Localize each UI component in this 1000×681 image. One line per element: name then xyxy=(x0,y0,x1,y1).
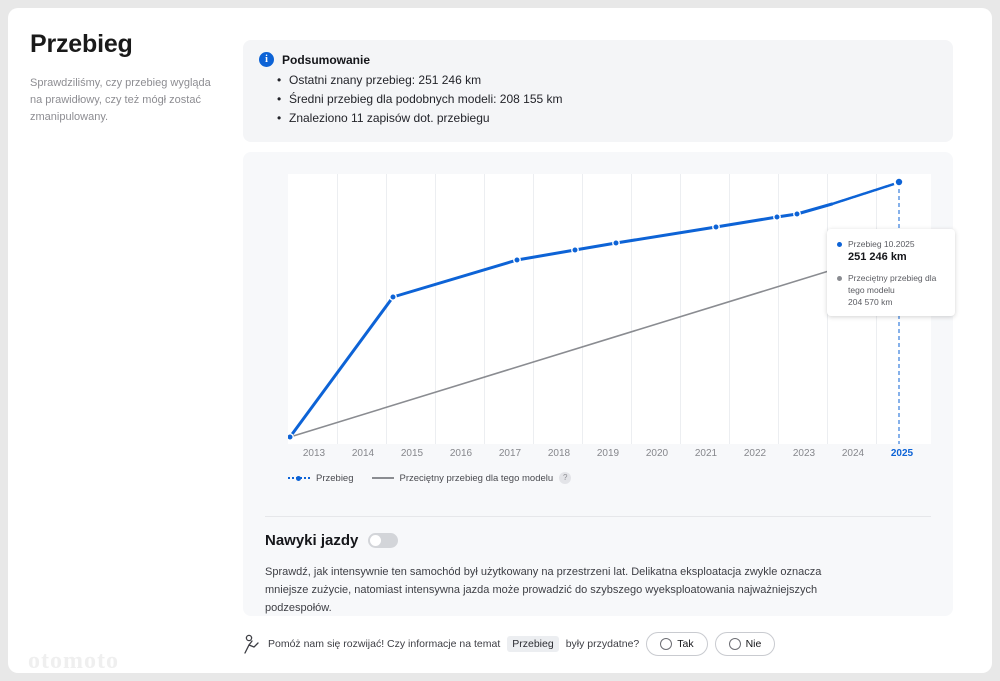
legend-line-blue-icon xyxy=(288,477,310,479)
tooltip-label: Przebieg 10.2025 xyxy=(848,239,915,249)
driving-habits-header xyxy=(265,532,931,549)
feedback-no-label: Nie xyxy=(745,638,762,650)
x-tick: 2024 xyxy=(841,448,865,459)
left-column xyxy=(30,30,220,126)
frown-icon xyxy=(729,638,741,650)
data-point xyxy=(390,294,396,300)
summary-list xyxy=(259,71,937,128)
page-subtitle: Sprawdziliśmy, czy przebieg wygląda na prawidłowy, czy też mógł zostać zmanipulowany. xyxy=(30,77,211,123)
list-item: • Średni przebieg dla podobnych modeli: 208 155 km xyxy=(289,90,937,109)
page-title: Przebieg xyxy=(30,30,133,58)
driving-habits-description: Sprawdź, jak intensywnie ten samochód był użytkowany na przestrzeni lat. Delikatna eksploatacja zwykle oznacza mniejsze zużycie, natomiast intensywna jazda może prowadzić do szybszego wyeksploatowania najważniejszych podzespołów. xyxy=(265,566,822,614)
x-tick: 2017 xyxy=(498,448,522,459)
chart-area xyxy=(265,174,937,614)
driving-habits-title: Nawyki jazdy xyxy=(265,532,359,549)
legend-label: Przebieg xyxy=(316,472,354,484)
feedback-no-button[interactable] xyxy=(715,632,776,656)
series-mileage-projection xyxy=(832,184,894,204)
content-page xyxy=(8,8,992,673)
x-tick: 2018 xyxy=(547,448,571,459)
series-mileage-line xyxy=(290,204,832,437)
watermark: otomoto xyxy=(28,648,119,673)
feedback-topic-chip: Przebieg xyxy=(507,636,558,652)
data-point xyxy=(774,214,780,220)
chart-x-axis xyxy=(288,444,931,464)
x-tick: 2022 xyxy=(743,448,767,459)
legend-dot-grey-icon xyxy=(837,276,842,281)
help-icon[interactable]: ? xyxy=(559,472,571,484)
feedback-yes-label: Tak xyxy=(677,638,694,650)
data-point xyxy=(794,211,800,217)
tooltip-series-mileage xyxy=(837,238,945,263)
section-divider xyxy=(265,516,931,517)
feedback-text-part2: były przydatne? xyxy=(565,638,640,650)
data-point-current xyxy=(895,178,903,186)
data-point xyxy=(514,257,520,263)
data-point xyxy=(572,247,578,253)
mileage-chart-card xyxy=(243,152,953,616)
x-tick: 2016 xyxy=(449,448,473,459)
list-item: • Znaleziono 11 zapisów dot. przebiegu xyxy=(289,109,937,128)
x-tick: 2021 xyxy=(694,448,718,459)
feedback-yes-button[interactable] xyxy=(646,632,707,656)
summary-header xyxy=(259,52,937,67)
chart-legend xyxy=(288,472,571,484)
driving-habits-toggle[interactable] xyxy=(368,533,398,548)
feedback-text-part1: Pomóż nam się rozwijać! Czy informacje na temat xyxy=(268,638,501,650)
data-point xyxy=(713,224,719,230)
series-average-line xyxy=(290,266,845,437)
legend-label: Przeciętny przebieg dla tego modelu xyxy=(399,472,554,484)
summary-panel xyxy=(243,40,953,142)
data-point xyxy=(613,240,619,246)
summary-title: Podsumowanie xyxy=(282,52,371,67)
tooltip-value: 204 570 km xyxy=(848,297,893,307)
tooltip-label: Przeciętny przebieg dla tego modelu xyxy=(848,273,937,295)
legend-item-average[interactable] xyxy=(372,472,572,484)
legend-item-mileage[interactable] xyxy=(288,473,354,484)
person-feedback-icon xyxy=(243,634,261,654)
x-tick: 2015 xyxy=(400,448,424,459)
legend-dot-blue-icon xyxy=(837,242,842,247)
tooltip-series-average xyxy=(837,272,945,307)
list-item: • Ostatni znany przebieg: 251 246 km xyxy=(289,71,937,90)
data-point xyxy=(288,434,293,440)
info-icon: i xyxy=(259,52,274,67)
x-tick: 2020 xyxy=(645,448,669,459)
chart-tooltip xyxy=(827,229,955,316)
x-tick: 2014 xyxy=(351,448,375,459)
x-tick: 2013 xyxy=(302,448,326,459)
feedback-bar xyxy=(243,632,953,656)
smile-icon xyxy=(660,638,672,650)
x-tick: 2023 xyxy=(792,448,816,459)
x-tick-current: 2025 xyxy=(890,448,914,459)
legend-line-grey-icon xyxy=(372,477,394,479)
driving-habits-section xyxy=(265,532,931,617)
x-tick: 2019 xyxy=(596,448,620,459)
tooltip-value: 251 246 km xyxy=(848,251,907,263)
